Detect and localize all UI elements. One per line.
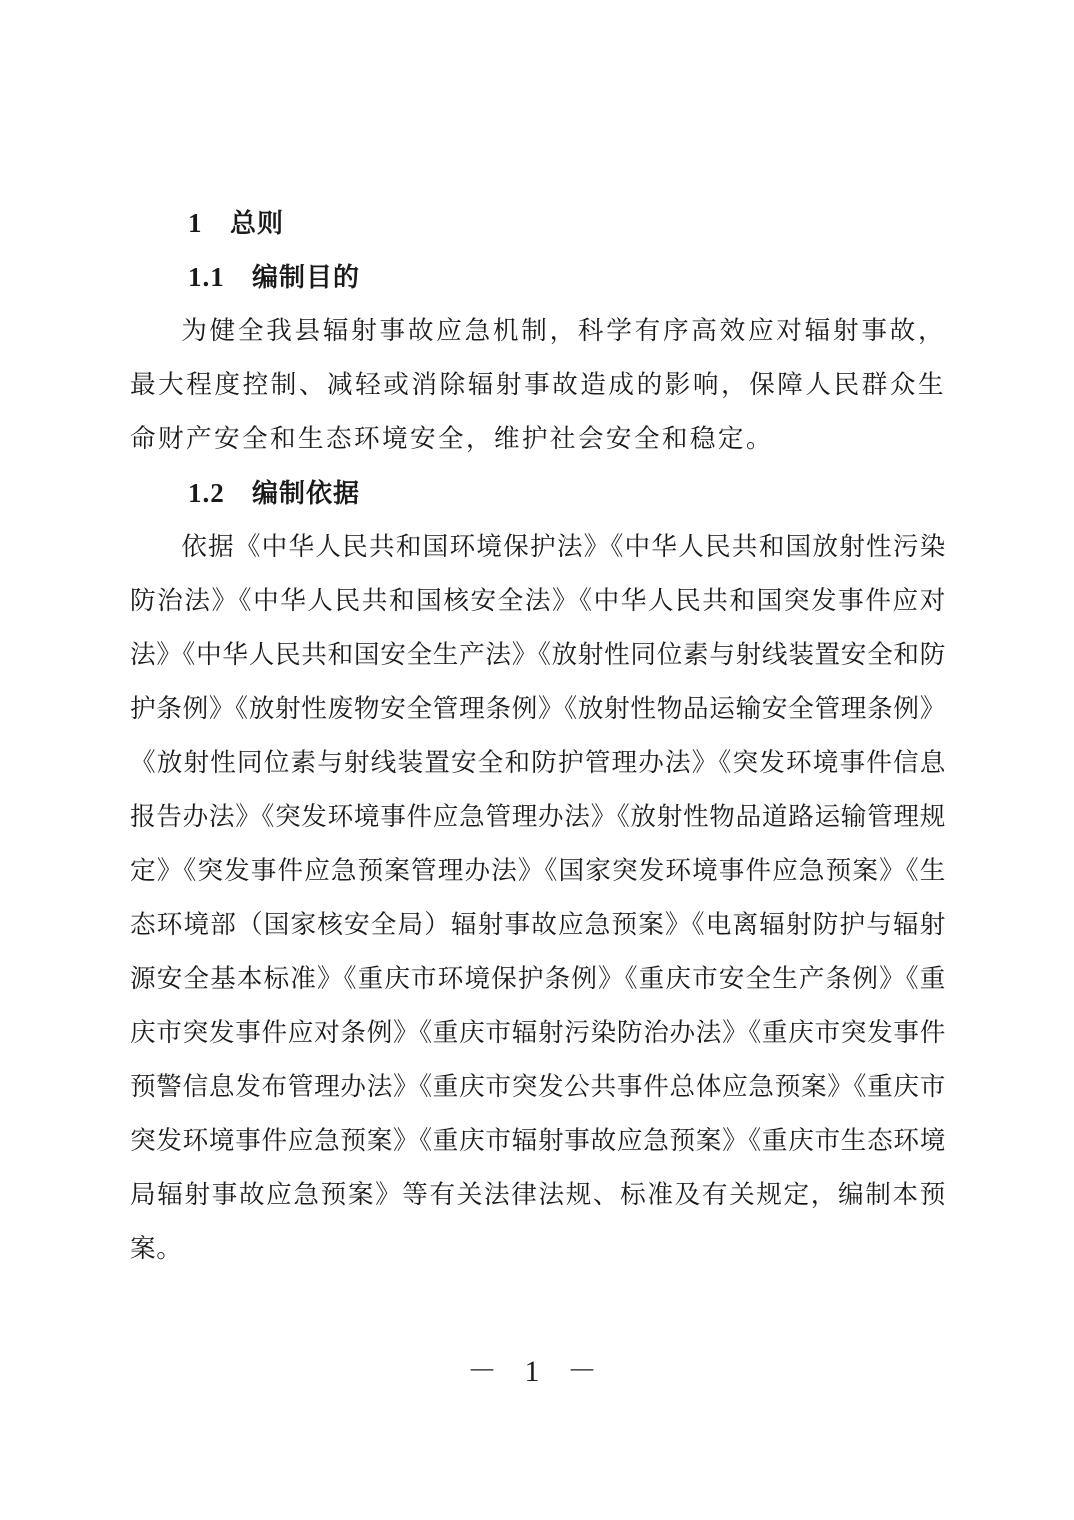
section-title: 总则 bbox=[230, 209, 285, 239]
paragraph-purpose: 为健全我县辐射事故应急机制，科学有序高效应对辐射事故，最大程度控制、减轻或消除辐射事故造成的影响，保障人民群众生命财产安全和生态环境安全，维护社会安全和稳定。 bbox=[130, 316, 946, 454]
section-heading-1-2 bbox=[130, 466, 946, 520]
section-title: 编制依据 bbox=[252, 479, 361, 509]
document-content bbox=[130, 196, 946, 1276]
section-heading-1-1 bbox=[130, 250, 946, 304]
section-title: 编制目的 bbox=[252, 263, 361, 293]
section-heading-1 bbox=[130, 196, 946, 250]
page-number: － 1 － bbox=[467, 1355, 607, 1388]
section-number: 1.1 bbox=[188, 262, 225, 292]
paragraph-basis: 依据《中华人民共和国环境保护法》《中华人民共和国放射性污染防治法》《中华人民共和国核安全法》《中华人民共和国突发事件应对法》《中华人民共和国安全生产法》《放射性同位素与射线装置安全和防护条例》《放射性废物安全管理条例》《放射性物品运输安全管理条例》《放射性同位素与射线装置安全和防护管理办法》《突发环境事件信息报告办法》《突发环境事件应急管理办法》《放射性物品道路运输管理规定》《突发事件应急预案管理办法》《国家突发环境事件应急预案》《生态环境部（国家核安全局）辐射事故应急预案》《电离辐射防护与辐射源安全基本标准》《重庆市环境保护条例》《重庆市安全生产条例》《重庆市突发事件应对条例》《重庆市辐射污染防治办法》《重庆市突发事件预警信息发布管理办法》《重庆市突发公共事件总体应急预案》《重庆市突发环境事件应急预案》《重庆市辐射事故应急预案》《重庆市生态环境局辐射事故应急预案》等有关法律法规、标准及有关规定，编制本预案。 bbox=[130, 532, 946, 1264]
section-number: 1 bbox=[188, 208, 203, 238]
section-number: 1.2 bbox=[188, 478, 225, 508]
